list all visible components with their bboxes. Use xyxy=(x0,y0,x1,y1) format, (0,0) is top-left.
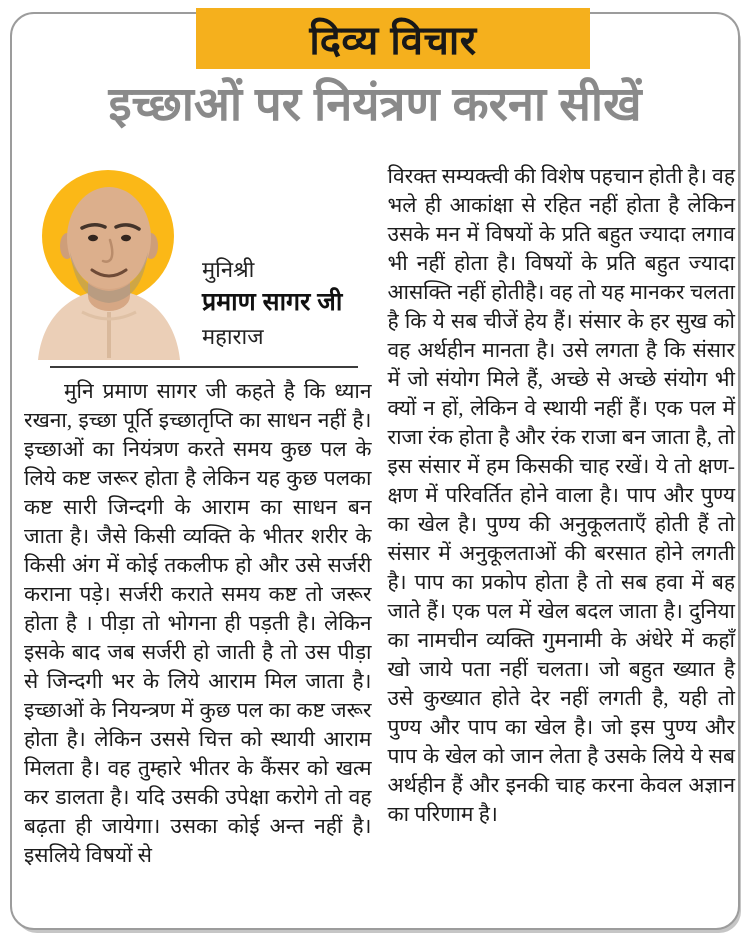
masthead-band xyxy=(196,8,590,69)
author-prefix: मुनिश्री xyxy=(202,256,255,282)
author-title: महाराज xyxy=(202,323,264,349)
caption-divider-line xyxy=(50,366,358,368)
author-figure xyxy=(24,162,372,360)
article-headline: इच्छाओं पर नियंत्रण करना सीखें xyxy=(108,77,642,130)
monk-portrait-photo xyxy=(24,162,196,360)
author-name: प्रमाण सागर जी xyxy=(202,288,343,317)
article-left-column-text: मुनि प्रमाण सागर जी कहते है कि ध्यान रखना, इच्छा पूर्ति इच्छातृप्ति का साधन नहीं है। इच्छाओं का नियंत्रण करते समय कुछ पल के लिये कष्ट जरूर होता है लेकिन यह कुछ पलका कष्ट सारी जिन्दगी के आराम का साधन बन जाता है। जैसे किसी व्यक्ति के भीतर शरीर के किसी अंग में कोई तकलीफ हो और उसे सर्जरी कराना पड़े। सर्जरी कराते समय कष्ट तो जरूर होता है । पीड़ा तो भोगना ही पड़ती है। लेकिन इसके बाद जब सर्जरी हो जाती है तो उस पीड़ा से जिन्दगी भर के लिये आराम मिल जाता है। इच्छाओं के नियन्त्रण में कुछ पल का कष्ट जरूर होता है। लेकिन उससे चित्त को स्थायी आराम मिलता है। वह तुम्हारे भीतर के कैंसर को खत्म कर डालता है। यदि उसकी उपेक्षा करोगे तो वह बढ़ता ही जायेगा। उसका कोई अन्त नहीं है। इसलिये विषयों से xyxy=(24,379,372,867)
right-column xyxy=(388,162,736,884)
author-caption xyxy=(196,256,342,360)
left-column xyxy=(24,162,372,884)
article-columns xyxy=(24,162,735,884)
article-right-column-text: विरक्त सम्यक्त्वी की विशेष पहचान होती है। वह भले ही आकांक्षा से रहित नहीं होता है लेकिन उसके मन में विषयों के प्रति बहुत ज्यादा लगाव भी नहीं होता है। विषयों के प्रति बहुत ज्यादा आसक्ति नहीं होतीहै। वह तो यह मानकर चलता है कि ये सब चीजें हेय हैं। संसार के हर सुख को वह अर्थहीन मानता है। उसे लगता है कि संसार में जो संयोग मिले हैं, अच्छे से अच्छे संयोग भी क्यों न हों, लेकिन वे स्थायी नहीं हैं। एक पल में राजा रंक होता है और रंक राजा बन जाता है, तो इस संसार में हम किसकी चाह रखें। ये तो क्षण-क्षण में परिवर्तित होने वाला है। पाप और पुण्य का खेल है। पुण्य की अनुकूलताएँ होती हैं तो संसार में अनुकूलताओं की बरसात होने लगती है। पाप का प्रकोप होता है तो सब हवा में बह जाते हैं। एक पल में खेल बदल जाता है। दुनिया का नामचीन व्यक्ति गुमनामी के अंधेरे में कहाँ खो जाये पता नहीं चलता। जो बहुत ख्यात है उसे कुख्यात होते देर नहीं लगती है, यही तो पुण्य और पाप का खेल है। जो इस पुण्य और पाप के खेल को जान लेता है उसके लिये ये सब अर्थहीन हैं और इनकी चाह करना केवल अज्ञान का परिणाम है। xyxy=(387,164,735,826)
masthead-title: दिव्य विचार xyxy=(309,19,477,63)
